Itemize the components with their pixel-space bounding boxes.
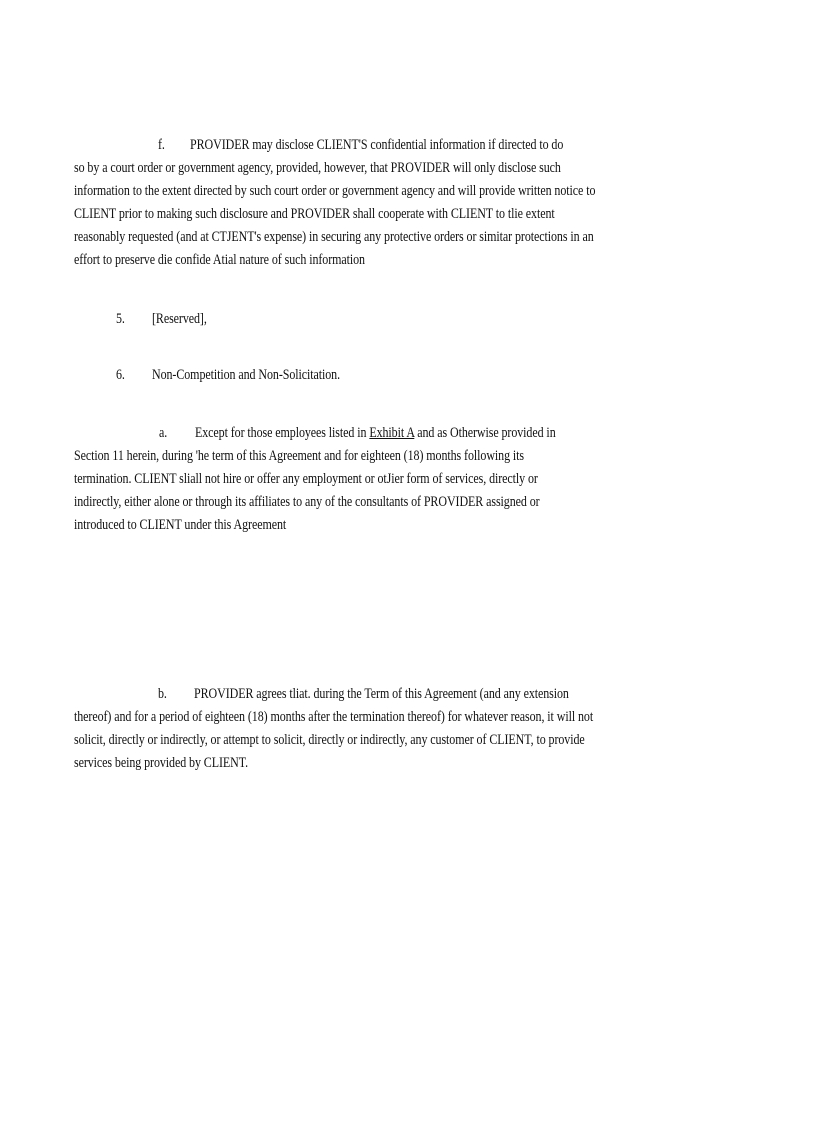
paragraph-f-line-5: reasonably requested (and at CTJENT's expense) in securing any protective orders or simitar protections in an xyxy=(74,229,594,245)
paragraph-f-line-6: effort to preserve die confide Atial nature of such information xyxy=(74,252,365,268)
paragraph-a-line-2: Section 11 herein, during 'he term of this Agreement and for eighteen (18) months following its xyxy=(74,448,525,464)
paragraph-a-line-1 xyxy=(159,422,556,445)
exhibit-a-reference: Exhibit A xyxy=(369,425,415,441)
paragraph-a-marker: a. xyxy=(159,425,168,441)
paragraph-a-line-5: introduced to CLIENT under this Agreement xyxy=(74,517,287,533)
paragraph-a-line-4: indirectly, either alone or through its affiliates to any of the consultants of PROVIDER assigned or xyxy=(74,494,540,510)
paragraph-f-marker: f. xyxy=(158,137,165,153)
section-6-number: 6. xyxy=(116,367,125,383)
paragraph-a-text-before: Except for those employees listed in xyxy=(195,425,370,441)
paragraph-f-line-2: so by a court order or government agency, provided, however, that PROVIDER will only disclose such xyxy=(74,160,561,176)
paragraph-b-line-3: solicit, directly or indirectly, or attempt to solicit, directly or indirectly, any customer of CLIENT, to provide xyxy=(74,732,585,748)
paragraph-f-line-4: CLIENT prior to making such disclosure and PROVIDER shall cooperate with CLIENT to tlie extent xyxy=(74,206,555,222)
paragraph-f-line-1 xyxy=(158,134,563,157)
paragraph-f-text: PROVIDER may disclose CLIENT'S confidential information if directed to do xyxy=(190,137,564,153)
paragraph-b-line-1 xyxy=(158,683,569,706)
section-5-title: [Reserved], xyxy=(152,311,207,327)
paragraph-b-line-2: thereof) and for a period of eighteen (18) months after the termination thereof) for whatever reason, it will not xyxy=(74,709,594,725)
section-5-heading xyxy=(116,308,207,331)
paragraph-b-line-4: services being provided by CLIENT. xyxy=(74,755,249,771)
paragraph-b-marker: b. xyxy=(158,686,167,702)
section-5-number: 5. xyxy=(116,311,125,327)
paragraph-f-line-3: information to the extent directed by such court order or government agency and will provide written notice to xyxy=(74,183,596,199)
paragraph-b-text: PROVIDER agrees tliat. during the Term of this Agreement (and any extension xyxy=(194,686,569,702)
section-6-heading xyxy=(116,364,340,387)
paragraph-a-line-3: termination. CLIENT sliall not hire or offer any employment or otJier form of services, directly or xyxy=(74,471,538,487)
section-6-title: Non-Competition and Non-Solicitation. xyxy=(152,367,341,383)
paragraph-a-text-after: and as Otherwise provided in xyxy=(414,425,556,441)
